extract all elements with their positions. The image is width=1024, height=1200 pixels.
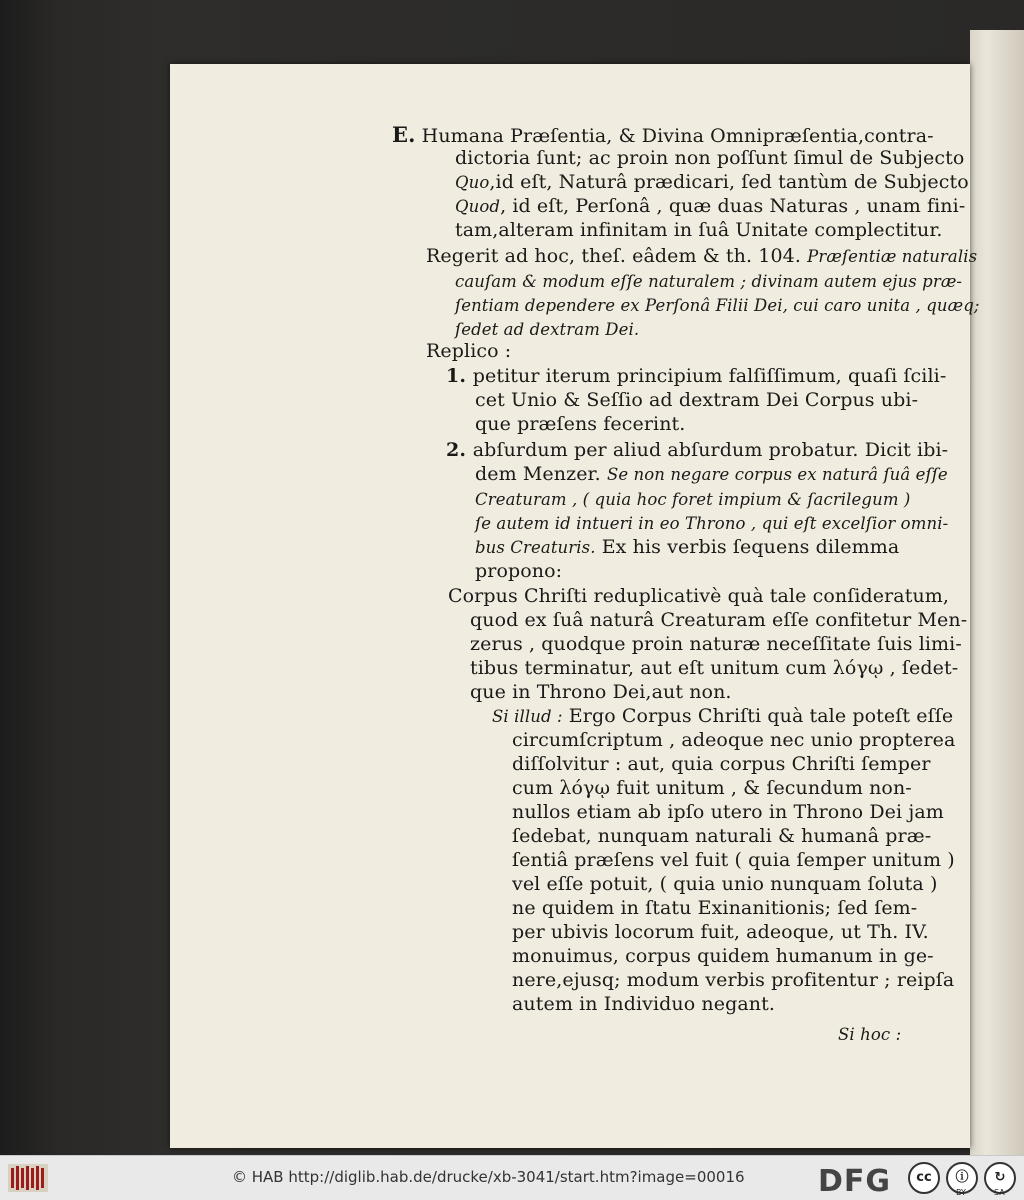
text-run: Præſentiæ naturalis: [807, 247, 978, 266]
text-line: [470, 657, 958, 680]
text-line: [475, 536, 899, 559]
text-line: [492, 705, 953, 728]
text-run: dem Menzer.: [475, 463, 607, 485]
text-line: [512, 897, 917, 920]
text-run: tibus terminatur, aut eſt unitum cum λόγῳ , ſedet-: [470, 657, 959, 679]
text-line: [475, 389, 918, 412]
text-run: Quo: [455, 173, 490, 192]
text-line: [446, 365, 946, 388]
text-line: [512, 777, 912, 800]
text-run: Ex his verbis ſequens dilemma: [595, 536, 900, 558]
text-line: [512, 921, 929, 944]
text-line: [455, 270, 962, 293]
text-run: 2.: [446, 439, 473, 461]
text-run: zerus , quodque proin naturæ neceſſitate ſuis limi-: [470, 633, 962, 655]
text-line: [512, 801, 944, 824]
text-run: abſurdum per aliud abſurdum probatur. Dicit ibi-: [472, 439, 949, 461]
cc-by-label: BY: [956, 1188, 966, 1197]
text-run: per ubivis locorum fuit, adeoque, ut Th. IV.: [512, 921, 929, 943]
text-line: [512, 729, 955, 752]
text-line: [455, 219, 943, 242]
text-run: , id eſt, Perſonâ , quæ duas Naturas , unam fini-: [500, 195, 966, 217]
text-line: [455, 318, 639, 341]
cc-sa-label: SA: [994, 1188, 1005, 1197]
text-line: [475, 488, 910, 511]
text-line: [392, 123, 934, 148]
sa-icon: ↻: [984, 1162, 1016, 1194]
text-run: bus Creaturis.: [475, 538, 596, 557]
text-line: [446, 439, 948, 462]
text-run: Si hoc :: [838, 1025, 902, 1044]
next-page-edge: [970, 30, 1024, 1155]
text-run: propono:: [475, 560, 563, 582]
text-line: [512, 969, 954, 992]
cc-icon: cc: [908, 1162, 940, 1194]
text-run: Quod: [455, 197, 501, 216]
text-run: ſentiâ præſens vel fuit ( quia ſemper unitum ): [512, 849, 955, 871]
text-run: cet Unio & Seſſio ad dextram Dei Corpus ubi-: [475, 389, 919, 411]
text-run: que in Throno Dei,aut non.: [470, 681, 732, 703]
text-run: circumſcriptum , adeoque nec unio propterea: [512, 729, 956, 751]
text-run: nere,ejusq; modum verbis profitentur ; reipſa: [512, 969, 955, 991]
text-line: [838, 1023, 901, 1046]
text-line: [512, 849, 955, 872]
text-run: autem in Individuo negant.: [512, 993, 776, 1015]
text-line: [470, 609, 967, 632]
text-run: ſe autem id intueri in eo Throno , qui eſt excelſior omni-: [475, 514, 949, 533]
text-line: [512, 825, 931, 848]
cc-license-badge[interactable]: [908, 1162, 1018, 1197]
by-icon: ⓘ: [946, 1162, 978, 1194]
text-run: ſedet ad dextram Dei.: [455, 320, 640, 339]
text-line: [475, 512, 948, 535]
text-line: [426, 340, 511, 363]
text-run: cauſam & modum eſſe naturalem ; divinam autem ejus præ-: [455, 272, 963, 291]
text-run: Si illud :: [492, 707, 563, 726]
text-run: diſſolvitur : aut, quia corpus Chriſti ſemper: [512, 753, 931, 775]
text-line: [470, 633, 962, 656]
text-run: ,id eſt, Naturâ prædicari, ſed tantùm de Subjecto: [489, 171, 969, 193]
text-run: dictoria ſunt; ac proin non poſſunt ſimul de Subjecto: [455, 147, 965, 169]
text-line: [475, 413, 685, 436]
text-run: cum λόγῳ fuit unitum , & ſecundum non-: [512, 777, 912, 799]
text-run: E.: [392, 122, 416, 147]
text-run: Se non negare corpus ex naturâ ſuâ eſſe: [606, 465, 948, 484]
text-run: monuimus, corpus quidem humanum in ge-: [512, 945, 934, 967]
hab-logo-icon: [8, 1164, 48, 1192]
text-run: vel eſſe potuit, ( quia unio nunquam ſoluta ): [512, 873, 938, 895]
text-run: ſentiam dependere ex Perſonâ Filii Dei, cui caro unita , quæq;: [455, 296, 980, 315]
text-line: [512, 753, 931, 776]
text-run: Corpus Chriſti reduplicativè quà tale conſideratum,: [448, 585, 950, 607]
text-run: Humana Præſentia, & Divina Omnipræſentia,contra-: [415, 125, 934, 147]
text-line: [455, 147, 964, 170]
text-run: tam,alteram infinitam in ſuâ Unitate complectitur.: [455, 219, 943, 241]
text-run: Ergo Corpus Chriſti quà tale poteſt eſſe: [562, 705, 954, 727]
text-run: ſedebat, nunquam naturali & humanâ præ-: [512, 825, 932, 847]
credit-link[interactable]: © HAB http://diglib.hab.de/drucke/xb-3041/start.htm?image=00016: [232, 1168, 745, 1186]
text-run: que præſens fecerint.: [475, 413, 686, 435]
text-line: [448, 585, 949, 608]
text-line: [512, 873, 937, 896]
text-run: nullos etiam ab ipſo utero in Throno Dei jam: [512, 801, 944, 823]
text-run: petitur iterum principium falſiſſimum, quaſi ſcili-: [472, 365, 947, 387]
text-run: Creaturam , ( quia hoc foret impium & ſacrilegum ): [475, 490, 911, 509]
text-line: [455, 195, 965, 218]
text-run: 1.: [446, 365, 473, 387]
text-line: [512, 993, 775, 1016]
text-line: [470, 681, 732, 704]
text-run: ne quidem in ſtatu Exinanitionis; ſed ſem-: [512, 897, 918, 919]
dfg-logo: DFG: [818, 1164, 892, 1199]
text-line: [475, 560, 562, 583]
footer-bar: [0, 1155, 1024, 1200]
text-line: [455, 171, 969, 194]
text-line: [455, 294, 980, 317]
text-run: Regerit ad hoc, theſ. eâdem & th. 104.: [426, 245, 808, 267]
text-run: Replico :: [426, 340, 512, 362]
text-run: quod ex ſuâ naturâ Creaturam eſſe confitetur Men-: [470, 609, 968, 631]
text-line: [475, 463, 948, 486]
text-line: [426, 245, 977, 268]
text-line: [512, 945, 934, 968]
